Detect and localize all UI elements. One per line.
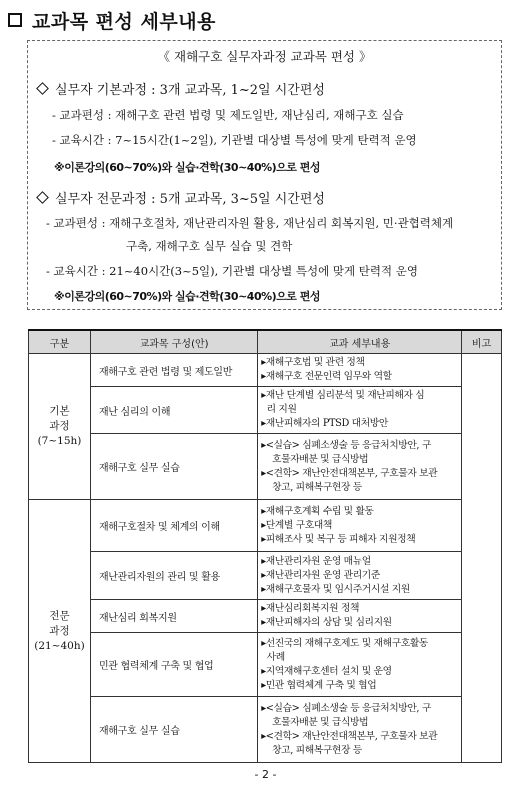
table-row [29, 500, 502, 552]
content-line: 호물자배분 및 급식방법 [261, 716, 369, 728]
group-label: 전문 [49, 609, 70, 622]
basic-hours: - 교육시간 : 7~15시간(1~2일), 기관별 대상별 특성에 맞게 탄력적 운영 [52, 133, 417, 147]
course-cell: 재해구호절차 및 체계의 이해 [90, 500, 257, 552]
basic-note: ※이론강의(60~70%)와 실습·견학(30~40%)으로 편성 [54, 161, 320, 174]
course-cell: 재해구호 실무 실습 [90, 434, 257, 500]
content-line: ▸지역재해구호센터 설치 및 운영 [261, 665, 392, 677]
group-label: 기본 [49, 405, 70, 417]
content-line: ▸<견학> 재난안전대책본부, 구호물자 보관 [261, 730, 438, 742]
content-line: 리 지원 [261, 404, 297, 415]
content-line: ▸재해구호 전문인력 임무와 역할 [261, 371, 392, 382]
content-line: ▸재해구호계획 수립 및 활동 [261, 505, 374, 517]
course-cell: 재난 심리의 이해 [90, 387, 257, 434]
content-cell [258, 354, 462, 387]
content-line: ▸재난피해자의 PTSD 대처방안 [261, 418, 388, 429]
curriculum-table [28, 329, 502, 763]
basic-course-heading [38, 79, 325, 98]
table-row [29, 387, 502, 434]
table-row [29, 354, 502, 387]
content-line: ▸단계별 구호대책 [261, 519, 332, 531]
basic-group-cell [29, 354, 91, 500]
content-line: ▸<견학> 재난안전대책본부, 구호물자 보관 [261, 467, 438, 479]
table-row [29, 552, 502, 600]
content-line: ▸재해구호물자 및 임시주거시설 지원 [261, 583, 410, 595]
course-cell: 민관 협력체계 구축 및 협업 [90, 633, 257, 697]
content-line: ▸재난피해자의 상담 및 심리지원 [261, 617, 392, 628]
advanced-hours: - 교육시간 : 21~40시간(3~5일), 기관별 대상별 특성에 맞게 탄력적 운영 [46, 264, 418, 278]
section-title [8, 6, 216, 34]
advanced-course-heading-text: 실무자 전문과정 : 5개 교과목, 3~5일 시간편성 [55, 192, 325, 207]
header-remarks: 비고 [462, 330, 502, 354]
content-line: ▸재해구호법 및 관련 정책 [261, 357, 365, 368]
content-line: ▸재난관리자원 운영 매뉴얼 [261, 555, 371, 567]
header-course: 교과목 구성(안) [90, 330, 257, 354]
group-hours: (21~40h) [34, 639, 85, 652]
advanced-note: ※이론강의(60~70%)와 실습·견학(30~40%)으로 편성 [54, 290, 320, 303]
advanced-curriculum-1: - 교과편성 : 재해구호절차, 재난관리자원 활용, 재난심리 회복지원, 민·관협력체계 [46, 216, 454, 230]
header-content: 교과 세부내용 [258, 330, 462, 354]
content-line: 창고, 피해복구현장 등 [261, 744, 362, 756]
advanced-curriculum-2: 구축, 재해구호 실무 실습 및 견학 [126, 239, 293, 253]
content-line: 호물자배분 및 급식방법 [261, 453, 369, 465]
table-row [29, 633, 502, 697]
content-line: ▸민관 협력체계 구축 및 협업 [261, 679, 377, 691]
page-number: - 2 - [254, 768, 277, 781]
group-hours: (7~15h) [37, 435, 82, 447]
advanced-course-heading [38, 188, 325, 207]
basic-course-heading-text: 실무자 기본과정 : 3개 교과목, 1~2일 시간편성 [55, 83, 325, 98]
content-cell [258, 387, 462, 434]
summary-box [27, 40, 502, 310]
content-line: ▸재난심리회복지원 정책 [261, 603, 360, 614]
diamond-bullet-icon [36, 82, 49, 95]
content-line: 창고, 피해복구현장 등 [261, 481, 362, 493]
section-title-text: 교과목 편성 세부내용 [32, 10, 216, 33]
content-line: ▸<실습> 심폐소생술 등 응급처치방안, 구 [261, 439, 431, 451]
advanced-group-cell [29, 500, 91, 763]
table-row [29, 600, 502, 633]
course-cell: 재난심리 회복지원 [90, 600, 257, 633]
table-row [29, 434, 502, 500]
basic-curriculum: - 교과편성 : 재해구호 관련 법령 및 제도일반, 재난심리, 재해구호 실습 [52, 108, 404, 122]
content-line: ▸피해조사 및 복구 등 피해자 지원정책 [261, 533, 416, 545]
content-cell [258, 600, 462, 633]
course-cell: 재해구호 실무 실습 [90, 697, 257, 763]
checkbox-square-icon [8, 13, 22, 27]
course-cell: 재해구호 관련 법령 및 제도일반 [90, 354, 257, 387]
table-row [29, 697, 502, 763]
content-cell [258, 552, 462, 600]
summary-heading: 《 재해구호 실무자과정 교과목 편성 》 [157, 49, 372, 64]
header-category: 구분 [29, 330, 91, 354]
content-cell [258, 500, 462, 552]
group-label: 과정 [49, 420, 70, 432]
content-cell [258, 633, 462, 697]
content-line: ▸재난관리자원 운영 관리기준 [261, 569, 380, 581]
content-line: ▸<실습> 심폐소생술 등 응급처치방안, 구 [261, 702, 431, 714]
content-line: ▸선진국의 재해구호제도 및 재해구호활동 [261, 637, 428, 649]
table-header-row [29, 330, 502, 354]
content-cell [258, 697, 462, 763]
content-cell [258, 434, 462, 500]
group-label: 과정 [49, 624, 70, 637]
diamond-bullet-icon [36, 191, 49, 204]
content-line: 사례 [261, 651, 285, 663]
content-line: ▸재난 단계별 심리분석 및 재난피해자 심 [261, 390, 425, 401]
remarks-cell [462, 354, 502, 763]
course-cell: 재난관리자원의 관리 및 활용 [90, 552, 257, 600]
